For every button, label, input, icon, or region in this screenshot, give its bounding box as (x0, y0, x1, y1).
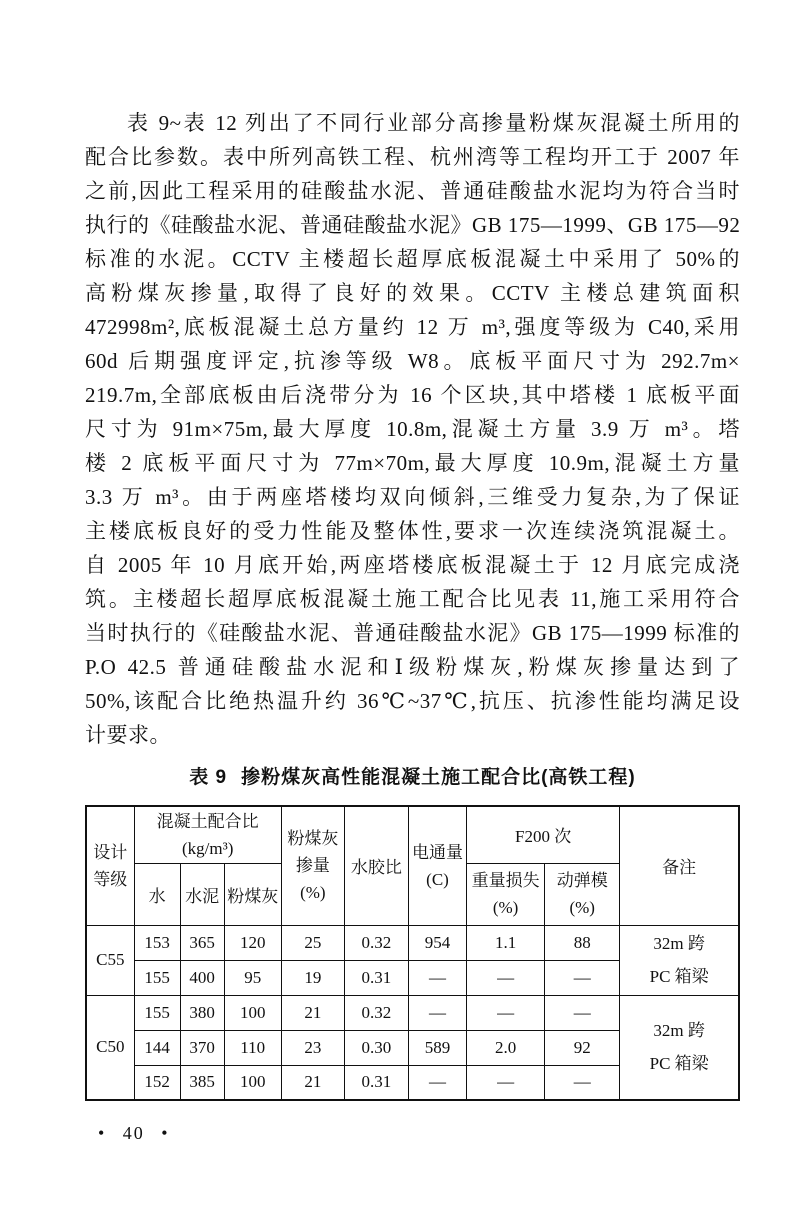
cell-loss: 2.0 (467, 1030, 545, 1065)
cell-modulus: — (545, 1065, 620, 1100)
cell-cement: 370 (180, 1030, 224, 1065)
paragraph-line: 高粉煤灰掺量,取得了良好的效果。CCTV 主楼总建筑面积 (85, 281, 740, 305)
paragraph-line: 楼 2 底板平面尺寸为 77m×70m,最大厚度 10.9m,混凝土方量 (85, 451, 740, 475)
cell-content: 21 (281, 995, 344, 1030)
page-number: • 40 • (98, 1123, 170, 1143)
cell-loss: — (467, 1065, 545, 1100)
cell-loss: — (467, 995, 545, 1030)
paragraph-line: 尺寸为 91m×75m,最大厚度 10.8m,混凝土方量 3.9 万 m³。塔 (85, 417, 740, 441)
cell-fly-ash: 95 (224, 960, 281, 995)
paragraph-line: 之前,因此工程采用的硅酸盐水泥、普通硅酸盐水泥均为符合当时 (85, 179, 740, 203)
paragraph (85, 106, 740, 752)
header-mix-proportion: 混凝土配合比 (kg/m³) (134, 806, 281, 863)
cell-water: 144 (134, 1030, 180, 1065)
header-fly-ash-content: 粉煤灰 掺量 (%) (281, 806, 344, 925)
cell-flux: 589 (408, 1030, 466, 1065)
cell-modulus: 92 (545, 1030, 620, 1065)
cell-cement: 365 (180, 925, 224, 960)
cell-loss: 1.1 (467, 925, 545, 960)
cell-remark: 32m 跨 PC 箱梁 (620, 995, 739, 1100)
table-row (86, 925, 739, 960)
paragraph-line: 配合比参数。表中所列高铁工程、杭州湾等工程均开工于 2007 年 (85, 145, 740, 169)
paragraph-line: 执行的《硅酸盐水泥、普通硅酸盐水泥》GB 175—1999、GB 175—92 (85, 213, 741, 237)
table-row (86, 995, 739, 1030)
cell-fly-ash: 100 (224, 995, 281, 1030)
paragraph-line: P.O 42.5 普通硅酸盐水泥和Ⅰ级粉煤灰,粉煤灰掺量达到了 (85, 655, 740, 679)
paragraph-line: 472998m²,底板混凝土总方量约 12 万 m³,强度等级为 C40,采用 (85, 315, 740, 339)
cell-water: 155 (134, 960, 180, 995)
cell-water: 155 (134, 995, 180, 1030)
header-fly-ash: 粉煤灰 (224, 863, 281, 925)
cell-grade: C55 (86, 925, 134, 995)
cell-modulus: — (545, 995, 620, 1030)
cell-water: 153 (134, 925, 180, 960)
mix-proportion-table (85, 805, 740, 1101)
cell-remark: 32m 跨 PC 箱梁 (620, 925, 739, 995)
header-dynamic-modulus: 动弹模 (%) (545, 863, 620, 925)
cell-modulus: 88 (545, 925, 620, 960)
cell-wb: 0.32 (344, 925, 408, 960)
paragraph-line: 标准的水泥。CCTV 主楼超长超厚底板混凝土中采用了 50%的 (85, 247, 740, 271)
paragraph-line: 60d 后期强度评定,抗渗等级 W8。底板平面尺寸为 292.7m× (85, 349, 740, 373)
cell-cement: 400 (180, 960, 224, 995)
cell-wb: 0.30 (344, 1030, 408, 1065)
table-caption-title: 掺粉煤灰高性能混凝土施工配合比(高铁工程) (241, 767, 636, 788)
cell-wb: 0.32 (344, 995, 408, 1030)
cell-content: 23 (281, 1030, 344, 1065)
header-f200-cycles: F200 次 (467, 806, 620, 863)
cell-fly-ash: 100 (224, 1065, 281, 1100)
cell-water: 152 (134, 1065, 180, 1100)
cell-content: 21 (281, 1065, 344, 1100)
cell-flux: — (408, 960, 466, 995)
paragraph-line: 当时执行的《硅酸盐水泥、普通硅酸盐水泥》GB 175—1999 标准的 (85, 621, 740, 645)
paragraph-line: 3.3 万 m³。由于两座塔楼均双向倾斜,三维受力复杂,为了保证 (85, 485, 740, 509)
cell-fly-ash: 110 (224, 1030, 281, 1065)
header-wb-ratio: 水胶比 (344, 806, 408, 925)
cell-content: 19 (281, 960, 344, 995)
cell-fly-ash: 120 (224, 925, 281, 960)
cell-cement: 385 (180, 1065, 224, 1100)
header-electric-flux: 电通量 (C) (408, 806, 466, 925)
header-weight-loss: 重量损失 (%) (467, 863, 545, 925)
cell-flux: 954 (408, 925, 466, 960)
cell-grade: C50 (86, 995, 134, 1100)
cell-flux: — (408, 995, 466, 1030)
paragraph-line: 主楼底板良好的受力性能及整体性,要求一次连续浇筑混凝土。 (85, 519, 740, 543)
paragraph-line: 计要求。 (85, 723, 171, 747)
paragraph-line: 219.7m,全部底板由后浇带分为 16 个区块,其中塔楼 1 底板平面 (85, 383, 740, 407)
header-remark: 备注 (620, 806, 739, 925)
cell-cement: 380 (180, 995, 224, 1030)
cell-content: 25 (281, 925, 344, 960)
paragraph-line: 筑。主楼超长超厚底板混凝土施工配合比见表 11,施工采用符合 (85, 587, 740, 611)
cell-loss: — (467, 960, 545, 995)
header-cement: 水泥 (180, 863, 224, 925)
header-water: 水 (134, 863, 180, 925)
cell-wb: 0.31 (344, 1065, 408, 1100)
header-design-grade: 设计 等级 (86, 806, 134, 925)
paragraph-line: 自 2005 年 10 月底开始,两座塔楼底板混凝土于 12 月底完成浇 (85, 553, 740, 577)
cell-wb: 0.31 (344, 960, 408, 995)
paragraph-line: 表 9~表 12 列出了不同行业部分高掺量粉煤灰混凝土所用的 (127, 111, 740, 135)
table-caption (85, 765, 740, 791)
cell-flux: — (408, 1065, 466, 1100)
table-caption-label: 表 9 (189, 767, 228, 788)
cell-modulus: — (545, 960, 620, 995)
paragraph-line: 50%,该配合比绝热温升约 36℃~37℃,抗压、抗渗性能均满足设 (85, 689, 740, 713)
